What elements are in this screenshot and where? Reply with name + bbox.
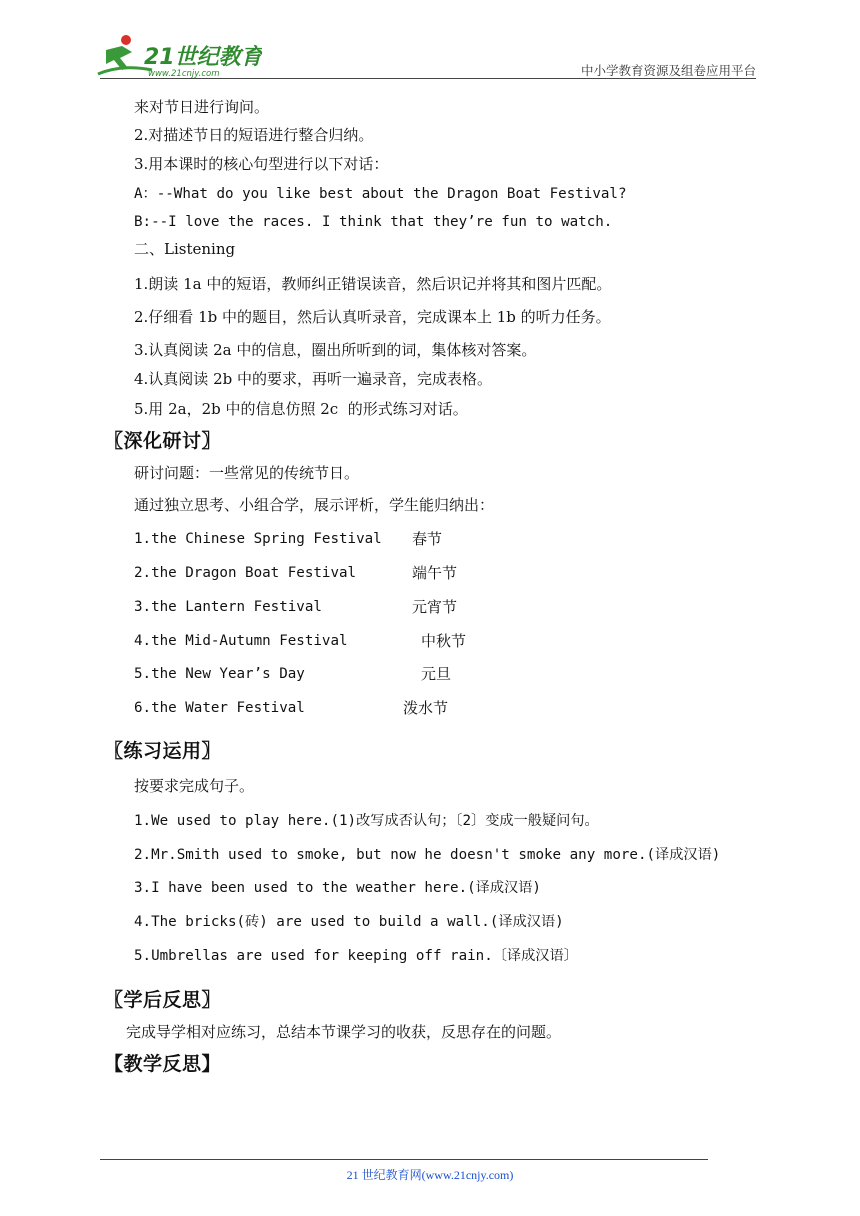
listening-title: 二、Listening xyxy=(134,240,236,258)
practice-instruction: 按要求完成句子。 xyxy=(134,777,255,795)
festival-en: 1.the Chinese Spring Festival xyxy=(134,531,382,547)
intro-line-2: 2.对描述节日的短语进行整合归纳。 xyxy=(134,126,374,144)
listening-item: 1.朗读 1a 中的短语，教师纠正错误读音，然后识记并将其和图片匹配。 xyxy=(134,275,612,293)
svg-text:21世纪教育: 21世纪教育 xyxy=(144,45,262,70)
festival-zh: 端午节 xyxy=(412,564,458,582)
practice-item: 3.I have been used to the weather here.(译成汉语) xyxy=(134,880,541,896)
reflection-text: 完成导学相对应练习，总结本节课学习的收获，反思存在的问题。 xyxy=(126,1023,562,1041)
section-heading-deepen: 〖深化研讨〗 xyxy=(104,430,222,452)
platform-name: 中小学教育资源及组卷应用平台 xyxy=(580,63,756,78)
festival-en: 6.the Water Festival xyxy=(134,700,305,716)
listening-item: 5.用 2a，2b 中的信息仿照 2c 的形式练习对话。 xyxy=(134,400,468,418)
intro-line-3: 3.用本课时的核心句型进行以下对话： xyxy=(134,155,389,173)
section-heading-teaching: 【教学反思】 xyxy=(104,1053,222,1075)
festival-zh: 春节 xyxy=(412,530,443,548)
footer-divider xyxy=(100,1159,708,1160)
svg-text:www.21cnjy.com: www.21cnjy.com xyxy=(148,69,220,79)
listening-item: 2.仔细看 1b 中的题目，然后认真听录音，完成课本上 1b 的听力任务。 xyxy=(134,308,611,326)
runner-logo-icon xyxy=(92,34,262,80)
listening-item: 4.认真阅读 2b 中的要求，再听一遍录音，完成表格。 xyxy=(134,370,492,388)
dialog-line-b: B:--I love the races. I think that they’re fun to watch. xyxy=(134,214,613,230)
festival-en: 4.the Mid-Autumn Festival xyxy=(134,633,348,649)
site-logo[interactable] xyxy=(92,34,262,80)
practice-item: 1.We used to play here.(1)改写成否认句；〔2〕变成一般疑问句。 xyxy=(134,813,599,829)
practice-item: 4.The bricks(砖) are used to build a wall.(译成汉语) xyxy=(134,914,564,930)
header-divider xyxy=(100,78,756,79)
festival-zh: 元宵节 xyxy=(412,598,458,616)
festival-zh: 元旦 xyxy=(421,665,452,683)
listening-item: 3.认真阅读 2a 中的信息，圈出所听到的词，集体核对答案。 xyxy=(134,341,537,359)
festival-en: 2.the Dragon Boat Festival xyxy=(134,565,357,581)
dialog-line-a: A：--What do you like best about the Dragon Boat Festival? xyxy=(134,186,627,202)
practice-item: 5.Umbrellas are used for keeping off rain.〔译成汉语〕 xyxy=(134,948,578,964)
practice-item: 2.Mr.Smith used to smoke, but now he doesn't smoke any more.(译成汉语) xyxy=(134,847,721,863)
festival-zh: 中秋节 xyxy=(421,632,467,650)
festival-zh: 泼水节 xyxy=(403,699,449,717)
footer-link[interactable]: 21 世纪教育网(www.21cnjy.com) xyxy=(346,1168,514,1182)
deepen-topic: 研讨问题：一些常见的传统节日。 xyxy=(134,464,360,482)
section-heading-reflection: 〖学后反思〗 xyxy=(104,989,222,1011)
intro-line-1: 来对节日进行询问。 xyxy=(134,98,270,116)
festival-en: 3.the Lantern Festival xyxy=(134,599,322,615)
section-heading-practice: 〖练习运用〗 xyxy=(104,740,222,762)
festival-en: 5.the New Year’s Day xyxy=(134,666,305,682)
deepen-summary: 通过独立思考、小组合学，展示评析，学生能归纳出： xyxy=(134,496,495,514)
